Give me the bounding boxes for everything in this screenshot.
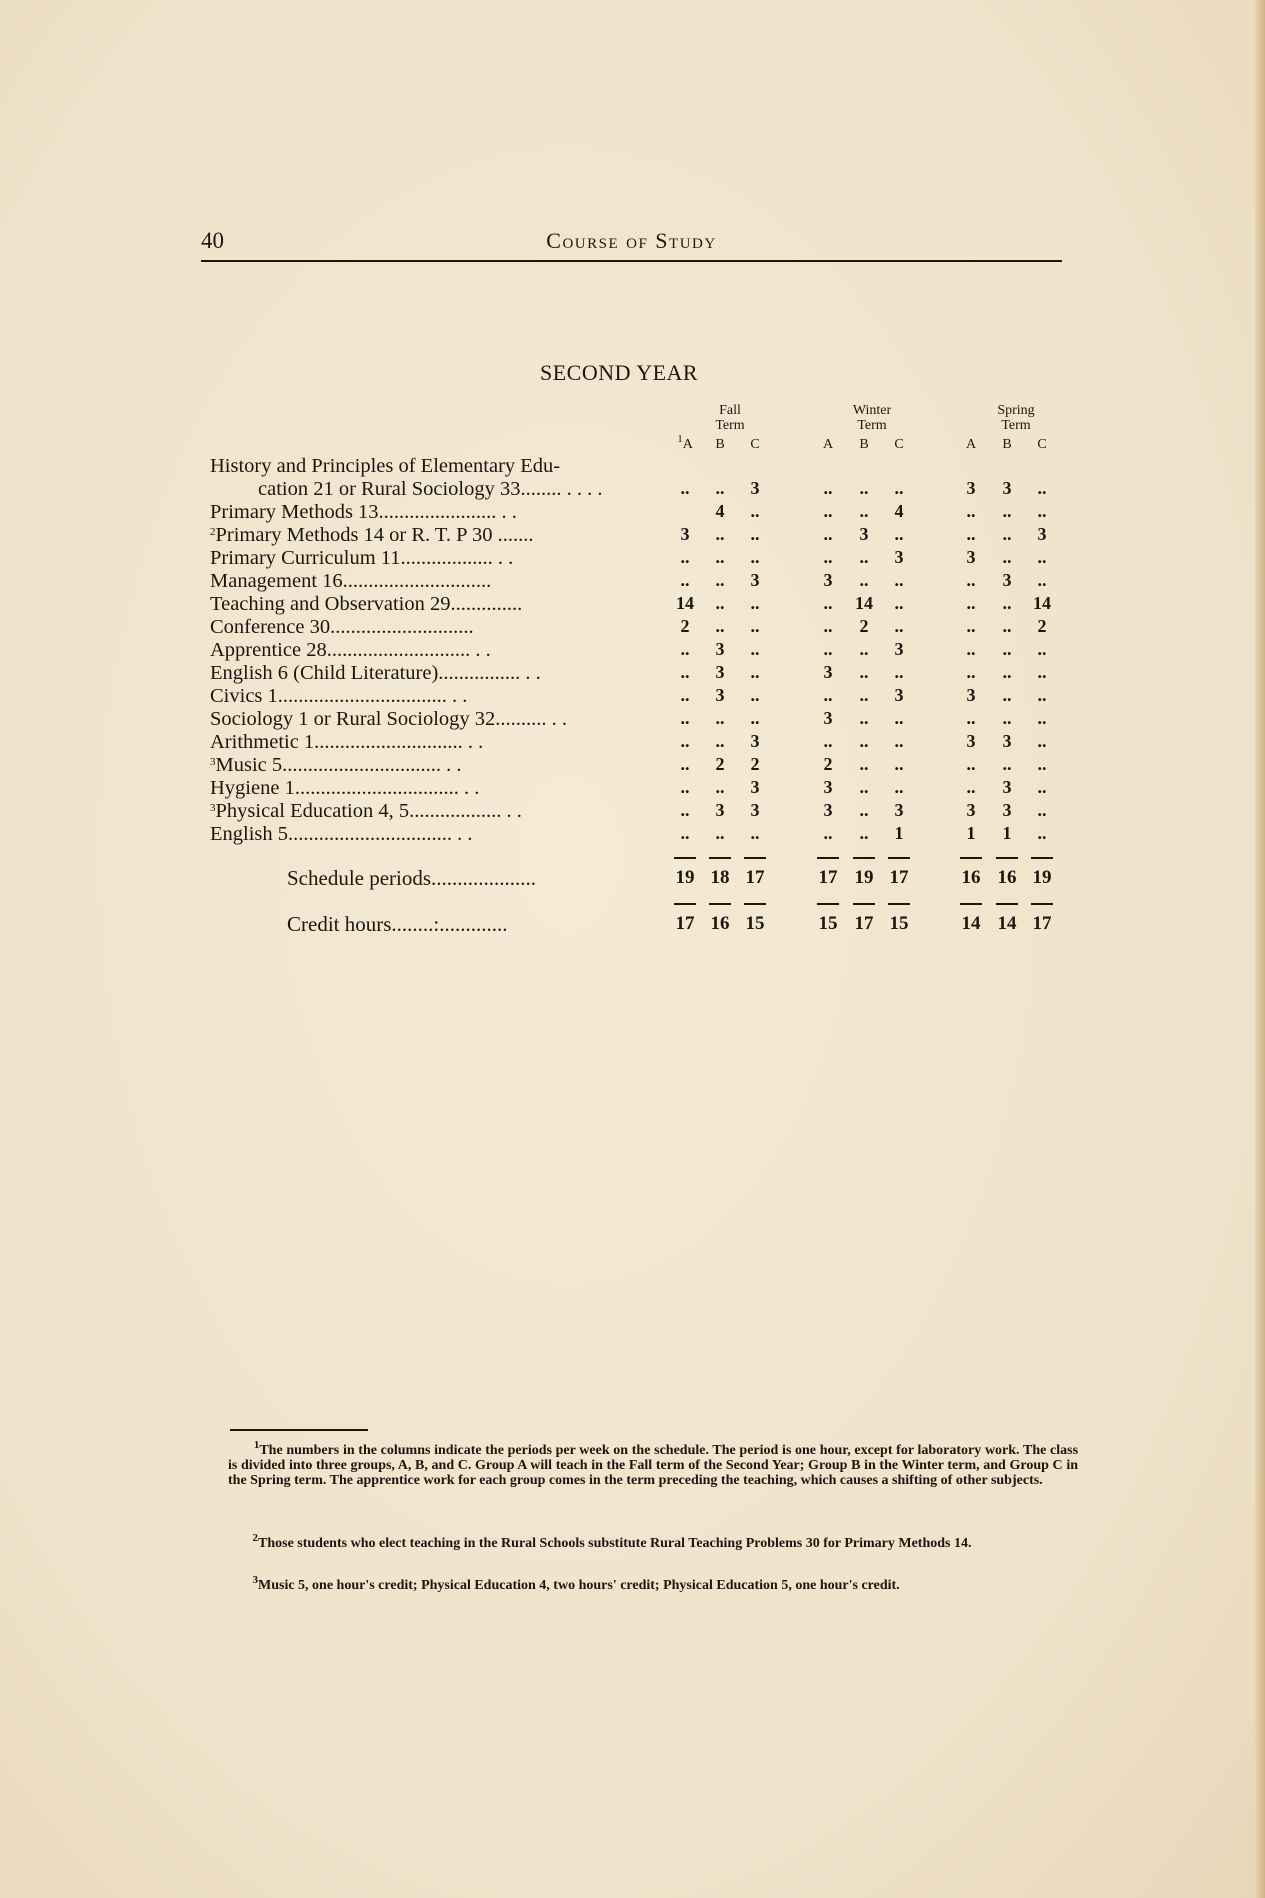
course-value: ..	[823, 524, 833, 544]
course-row	[210, 777, 1090, 800]
total-rule	[1031, 903, 1053, 905]
course-label: Apprentice 28............................ . .	[210, 639, 491, 661]
course-value: 3	[750, 777, 760, 797]
course-label: Primary Methods 13....................... . .	[210, 501, 517, 523]
course-value: 1	[966, 823, 976, 843]
course-value: ..	[715, 708, 725, 728]
credit-hours-value: 15	[818, 913, 838, 934]
course-value: 2	[823, 754, 833, 774]
course-value: 3	[823, 708, 833, 728]
credit-hours-value: 17	[675, 913, 695, 934]
course-value: ..	[823, 639, 833, 659]
course-value: ..	[859, 708, 869, 728]
total-rule	[674, 903, 696, 905]
term-sub: Term	[715, 418, 745, 433]
course-value: ..	[966, 777, 976, 797]
course-value: ..	[894, 662, 904, 682]
footnote-3: $^3$Music 5, one hour's credit; Physical Education 4, two hours' credit; Physical Education 5, one hour's credit.	[252, 1574, 900, 1593]
total-rule	[960, 903, 982, 905]
course-value: 3	[966, 478, 976, 498]
total-rule	[709, 903, 731, 905]
course-label: Civics 1................................. . .	[210, 685, 468, 707]
course-row	[210, 478, 1090, 501]
course-value: 3	[823, 570, 833, 590]
course-value: 1	[894, 823, 904, 843]
course-value: ..	[1002, 524, 1012, 544]
term-name: Fall	[719, 403, 741, 418]
course-row	[210, 823, 1090, 846]
course-value: 3	[966, 731, 976, 751]
course-value: ..	[680, 570, 690, 590]
term-sub: Term	[1001, 418, 1031, 433]
course-row	[210, 639, 1090, 662]
course-value: 14	[676, 593, 694, 613]
course-value: ..	[894, 478, 904, 498]
course-value: ..	[894, 731, 904, 751]
schedule-periods-value: 17	[889, 867, 909, 888]
footnote-2: $^2$Those students who elect teaching in the Rural Schools substitute Rural Teaching Problems 30 for Primary Methods 14.	[252, 1532, 972, 1551]
term-name: Spring	[997, 403, 1035, 418]
course-value: ..	[1037, 731, 1047, 751]
footnote-1: $^1$The numbers in the columns indicate the periods per week on the schedule. The period is one hour, except for laboratory work. The class is divided into three groups, A, B, and C. Group A will teach in the Fall term of the Second Year; Group B in the Winter term, and Group C in the Spring term. The apprentice work for each group comes in the term preceding the teaching, which causes a shifting of other subjects.	[228, 1439, 1079, 1488]
schedule-periods-value: 16	[961, 867, 981, 888]
course-value: ..	[715, 478, 725, 498]
total-rule	[674, 857, 696, 859]
course-value: ..	[680, 478, 690, 498]
course-value: ..	[1002, 754, 1012, 774]
course-value: 3	[823, 800, 833, 820]
course-value: ..	[859, 639, 869, 659]
course-row	[210, 754, 1090, 777]
course-value: ..	[966, 708, 976, 728]
total-rule	[744, 857, 766, 859]
course-value: ..	[966, 501, 976, 521]
footnote-marker: 1	[677, 433, 683, 445]
footnote-marker: 1	[253, 1439, 260, 1451]
term-header-spring	[971, 403, 1061, 433]
course-value: ..	[823, 731, 833, 751]
course-value: ..	[1037, 777, 1047, 797]
total-rule	[853, 903, 875, 905]
footnote-marker: 3	[210, 802, 216, 814]
total-rule	[1031, 857, 1053, 859]
course-value: ..	[1002, 547, 1012, 567]
course-value: 2	[1037, 616, 1047, 636]
course-value: ..	[894, 570, 904, 590]
total-rule	[996, 857, 1018, 859]
course-value: 3	[715, 685, 725, 705]
course-value: ..	[715, 616, 725, 636]
total-rule	[888, 903, 910, 905]
course-value: ..	[1037, 662, 1047, 682]
course-label: cation 21 or Rural Sociology 33........ . . . .	[258, 478, 603, 500]
schedule-periods-value: 17	[818, 867, 838, 888]
course-value: ..	[1037, 547, 1047, 567]
credit-hours-value: 14	[997, 913, 1017, 934]
course-value: ..	[750, 547, 760, 567]
course-value: ..	[894, 524, 904, 544]
course-label: Conference 30............................	[210, 616, 474, 638]
course-value: ..	[823, 501, 833, 521]
course-value: ..	[823, 685, 833, 705]
total-rule	[817, 903, 839, 905]
course-value: ..	[750, 639, 760, 659]
course-value: ..	[1002, 662, 1012, 682]
course-value: 2	[715, 754, 725, 774]
course-value: ..	[715, 823, 725, 843]
schedule-periods-value: 16	[997, 867, 1017, 888]
course-value: ..	[859, 570, 869, 590]
course-label: $^2$Primary Methods 14 or R. T. P 30 .......	[210, 524, 534, 546]
course-row	[210, 731, 1090, 754]
course-value: 3	[1002, 800, 1012, 820]
course-value: ..	[680, 823, 690, 843]
course-row	[210, 662, 1090, 685]
course-value: ..	[966, 662, 976, 682]
course-value: 3	[1037, 524, 1047, 544]
course-label: Hygiene 1................................ . .	[210, 777, 480, 799]
term-header-fall	[685, 403, 775, 433]
course-value: 14	[855, 593, 873, 613]
course-label: $^3$Physical Education 4, 5.................. . .	[210, 800, 522, 822]
course-value: 1	[1002, 823, 1012, 843]
footnote-marker: 2	[210, 526, 216, 538]
course-value: ..	[680, 708, 690, 728]
course-value: 3	[894, 800, 904, 820]
course-value: ..	[859, 478, 869, 498]
course-label: Sociology 1 or Rural Sociology 32.......... . .	[210, 708, 568, 730]
credit-hours-value: 15	[745, 913, 765, 934]
course-value: 2	[859, 616, 869, 636]
total-rule	[744, 903, 766, 905]
course-row	[210, 616, 1090, 639]
course-value: ..	[823, 616, 833, 636]
credit-hours-value: 17	[854, 913, 874, 934]
course-value: 2	[680, 616, 690, 636]
course-value: ..	[1002, 708, 1012, 728]
course-label: Teaching and Observation 29..............	[210, 593, 523, 615]
course-value: ..	[1002, 639, 1012, 659]
course-value: ..	[1037, 501, 1047, 521]
course-value: 4	[894, 501, 904, 521]
course-value: ..	[715, 593, 725, 613]
course-value: ..	[859, 501, 869, 521]
course-value: 3	[894, 685, 904, 705]
course-row	[210, 524, 1090, 547]
course-label: $^3$Music 5............................... . .	[210, 754, 462, 776]
course-row	[210, 501, 1090, 524]
course-value: ..	[894, 754, 904, 774]
course-value: ..	[894, 708, 904, 728]
credit-hours-label: Credit hours........:.............	[287, 912, 508, 936]
course-row	[210, 800, 1090, 823]
page-edge	[1255, 0, 1265, 1898]
course-value: ..	[680, 754, 690, 774]
total-rule	[888, 857, 910, 859]
course-value: ..	[1002, 685, 1012, 705]
course-value: ..	[1002, 616, 1012, 636]
course-row	[210, 593, 1090, 616]
section-title: SECOND YEAR	[540, 360, 699, 385]
course-row	[210, 570, 1090, 593]
course-value: 3	[715, 639, 725, 659]
course-label: History and Principles of Elementary Edu-	[210, 455, 561, 477]
course-row	[210, 708, 1090, 731]
course-value: ..	[680, 777, 690, 797]
course-row	[210, 455, 1090, 478]
schedule-periods-value: 19	[854, 867, 874, 888]
course-value: ..	[859, 777, 869, 797]
course-value: ..	[750, 708, 760, 728]
course-value: ..	[1037, 800, 1047, 820]
total-rule	[817, 857, 839, 859]
course-value: ..	[859, 547, 869, 567]
course-label: English 5................................ . .	[210, 823, 473, 845]
course-value: ..	[1002, 593, 1012, 613]
course-value: ..	[750, 616, 760, 636]
course-value: 3	[680, 524, 690, 544]
total-rule	[996, 903, 1018, 905]
schedule-periods-label: Schedule periods....................	[287, 866, 537, 890]
course-value: ..	[715, 547, 725, 567]
total-rule	[709, 857, 731, 859]
course-value: ..	[966, 524, 976, 544]
course-value: ..	[750, 501, 760, 521]
course-value: ..	[966, 639, 976, 659]
course-value: 3	[1002, 777, 1012, 797]
course-value: ..	[823, 547, 833, 567]
course-value: ..	[715, 570, 725, 590]
running-header	[201, 226, 1062, 262]
running-title: Course of Study	[546, 228, 717, 253]
course-value: ..	[966, 754, 976, 774]
course-value: 3	[894, 547, 904, 567]
course-value: 3	[823, 662, 833, 682]
course-value: ..	[894, 616, 904, 636]
course-value: ..	[823, 593, 833, 613]
course-value: ..	[1037, 478, 1047, 498]
course-value: ..	[823, 823, 833, 843]
course-value: 3	[859, 524, 869, 544]
course-value: ..	[750, 593, 760, 613]
schedule-periods-value: 17	[745, 867, 765, 888]
footnote-rule	[230, 1429, 368, 1431]
course-value: ..	[859, 685, 869, 705]
course-value: ..	[750, 685, 760, 705]
term-sub: Term	[857, 418, 887, 433]
course-value: ..	[859, 731, 869, 751]
footnote-marker: 3	[252, 1574, 258, 1586]
course-value: 4	[715, 501, 725, 521]
course-value: 3	[750, 478, 760, 498]
course-label: English 6 (Child Literature)................ . .	[210, 662, 541, 684]
schedule-periods-value: 18	[710, 867, 730, 888]
credit-hours-value: 17	[1032, 913, 1052, 934]
course-value: 3	[966, 685, 976, 705]
credit-hours-value: 15	[889, 913, 909, 934]
book-page: 40 Course of Study SECOND YEAR Fall Term $^1$A B C Winter Term A B C Spring Term A B C History and Principles of Elementary Edu- cation 21 or Rural Sociology 33........ . . . . .. .. 3 .. .. .. 3 3 .. Primary Methods 13....................... . . 4 .. .. .. 4 .. .. .. $^2$Primary Methods 14 or R. T. P 30 ....... 3 .. .. .. 3 .. .. .. 3 Primary Curriculum 11.................. . . .. .. .. .. .. 3 3 .. .. Management 16............................. .. .. 3 3 .. .. .. 3 .. Teaching and Observation 29.............. 14 .. .. .. 14 .. .. .. 14 Conference 30............................ 2 .. .. .. 2 .. .. .. 2 Apprentice 28............................ . . .. 3 .. .. .. 3 .. .. .. English 6 (Child Literature)................ . . .. 3 .. 3 .. .. .. .. .. Civics 1................................. . . .. 3 .. .. .. 3 3 .. .. Sociology 1 or Rural Sociology 32.......... . . .. .. .. 3 .. .. .. .. .. Arithmetic 1............................. . . .. .. 3 .. .. .. 3 3 .. $^3$Music 5............................... . . .. 2 2 2 .. .. .. .. .. Hygiene 1................................ . . .. .. 3 3 .. .. .. 3 .. $^3$Physical Education 4, 5.................. . . .. 3 3 3 .. 3 3 3 .. English 5................................ . . .. .. .. .. .. 1 1 1 .. Schedule periods.................... 19 18 17 17 19 17 16 16 19 Credit hours........:............. 17 16 15 15 17 15 14 14 17 $^1$The numbers in the columns indicate the periods per week on the schedule. The period is one hour, except for laboratory work. The class is divided into three groups, A, B, and C. Group A will teach in the Fall term of the Second Year; Group B in the Winter term, and Group C in the Spring term. The apprentice work for each group comes in the term preceding the teaching, which causes a shifting of other subjects. $^2$Those students who elect teaching in the Rural Schools substitute Rural Teaching Problems 30 for Primary Methods 14. $^3$Music 5, one hour's credit; Physical Education 4, two hours' credit; Physical Education 5, one hour's credit.	[0, 0, 1265, 1898]
course-value: ..	[1002, 501, 1012, 521]
schedule-periods-value: 19	[675, 867, 695, 888]
course-value: ..	[1037, 754, 1047, 774]
course-value: 3	[715, 662, 725, 682]
course-value: ..	[680, 639, 690, 659]
footnote-marker: 2	[252, 1532, 258, 1544]
course-value: ..	[750, 662, 760, 682]
course-value: 3	[1002, 478, 1012, 498]
course-value: ..	[680, 731, 690, 751]
course-value: ..	[966, 570, 976, 590]
course-value: ..	[715, 731, 725, 751]
course-value: ..	[750, 823, 760, 843]
course-label: Management 16.............................	[210, 570, 492, 592]
course-value: ..	[894, 777, 904, 797]
course-value: ..	[1037, 708, 1047, 728]
course-value: 3	[750, 731, 760, 751]
course-value: ..	[859, 823, 869, 843]
credit-hours-value: 14	[961, 913, 981, 934]
course-value: ..	[859, 662, 869, 682]
page-number: 40	[201, 228, 224, 253]
course-value: 3	[1002, 731, 1012, 751]
course-value: ..	[823, 478, 833, 498]
credit-hours-value: 16	[710, 913, 730, 934]
course-value: 3	[750, 800, 760, 820]
course-value: ..	[715, 777, 725, 797]
course-value: ..	[715, 524, 725, 544]
course-value: ..	[894, 593, 904, 613]
course-label: Primary Curriculum 11.................. . .	[210, 547, 514, 569]
course-value: 2	[750, 754, 760, 774]
course-value: 3	[894, 639, 904, 659]
course-value: 3	[1002, 570, 1012, 590]
course-value: 3	[966, 547, 976, 567]
course-value: ..	[859, 800, 869, 820]
course-value: ..	[680, 685, 690, 705]
course-value: ..	[966, 616, 976, 636]
course-value: 3	[966, 800, 976, 820]
course-value: ..	[680, 800, 690, 820]
course-label: Arithmetic 1............................. . .	[210, 731, 484, 753]
course-row	[210, 547, 1090, 570]
course-row	[210, 685, 1090, 708]
term-header-winter	[827, 403, 917, 433]
course-value: ..	[1037, 823, 1047, 843]
course-value: ..	[859, 754, 869, 774]
course-value: 3	[715, 800, 725, 820]
course-value: ..	[1037, 685, 1047, 705]
course-value: 3	[750, 570, 760, 590]
term-name: Winter	[852, 403, 892, 418]
course-value: ..	[750, 524, 760, 544]
course-value: ..	[1037, 570, 1047, 590]
total-rule	[960, 857, 982, 859]
course-value: ..	[680, 662, 690, 682]
course-value: ..	[680, 547, 690, 567]
schedule-periods-value: 19	[1032, 867, 1052, 888]
total-rule	[853, 857, 875, 859]
course-value: 14	[1033, 593, 1051, 613]
course-value: ..	[966, 593, 976, 613]
course-value: ..	[1037, 639, 1047, 659]
footnote-marker: 3	[210, 756, 216, 768]
course-value: 3	[823, 777, 833, 797]
